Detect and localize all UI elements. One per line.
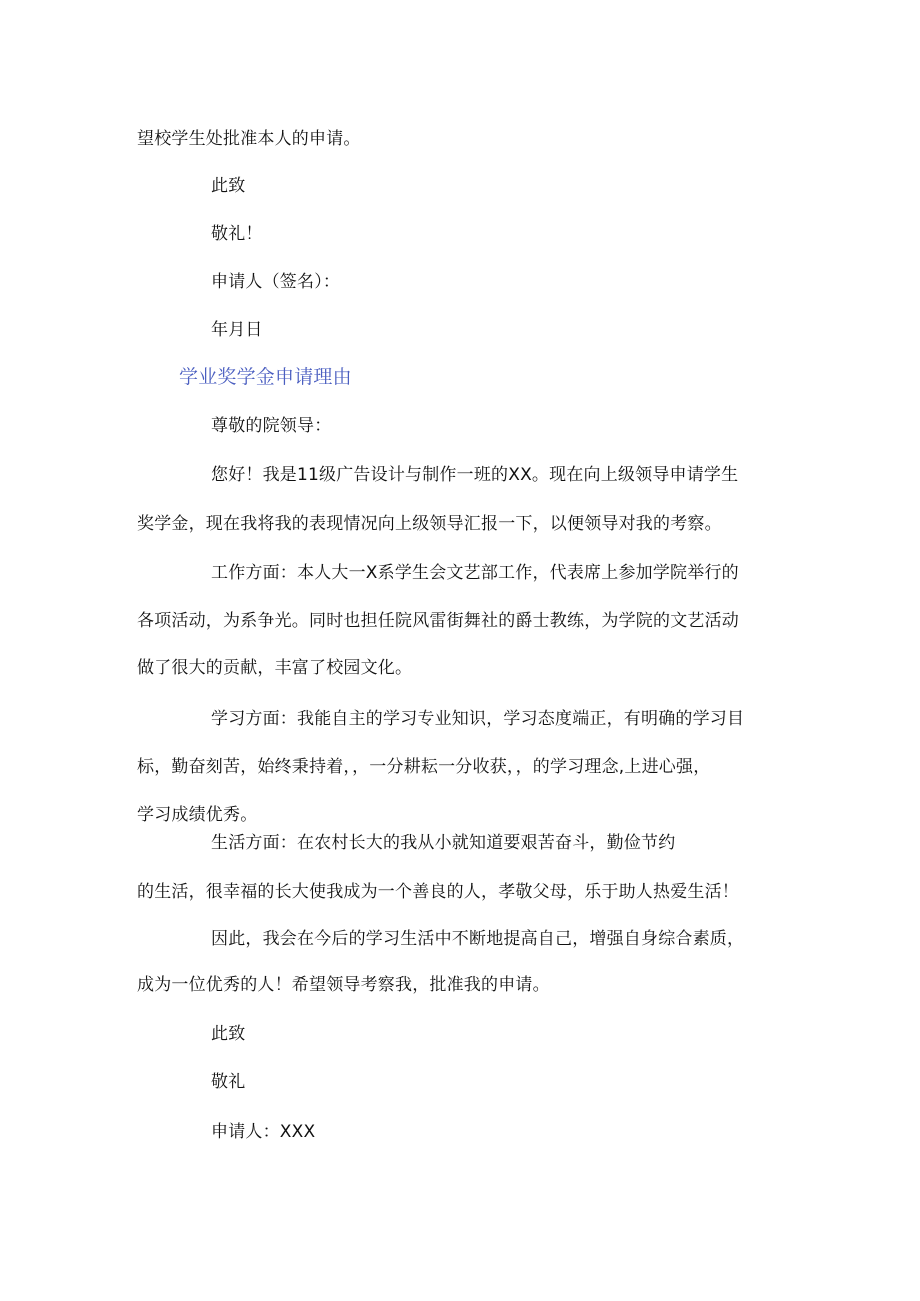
closing-ci-zhi: 此致 bbox=[211, 1024, 246, 1044]
intro-paragraph-line-2: 奖学金，现在我将我的表现情况向上级领导汇报一下，以便领导对我的考察。 bbox=[137, 514, 722, 534]
work-paragraph-line-2: 各项活动，为系争光。同时也担任院风雷街舞社的爵士教练，为学院的文艺活动 bbox=[137, 611, 739, 631]
salutation-jing-li: 敬礼！ bbox=[211, 224, 263, 244]
work-paragraph-line-3: 做了很大的贡献，丰富了校园文化。 bbox=[137, 658, 413, 678]
previous-request-closing-line: 望校学生处批准本人的申请。 bbox=[137, 129, 361, 149]
closing-jing-li: 敬礼 bbox=[211, 1072, 246, 1092]
salutation-ci-zhi: 此致 bbox=[211, 176, 246, 196]
work-paragraph-line-1: 工作方面：本人大一X系学生会文艺部工作，代表席上参加学院举行的 bbox=[211, 563, 739, 583]
conclusion-paragraph-line-2: 成为一位优秀的人！希望领导考察我，批准我的申请。 bbox=[137, 975, 550, 995]
applicant-signature: 申请人：XXX bbox=[211, 1122, 316, 1142]
conclusion-paragraph-line-1: 因此，我会在今后的学习生活中不断地提高自己，增强自身综合素质， bbox=[211, 929, 745, 949]
study-paragraph-line-3: 学习成绩优秀。 bbox=[137, 805, 258, 825]
date-line: 年月日 bbox=[211, 320, 263, 340]
signature-line: 申请人（签名）： bbox=[211, 272, 341, 292]
study-paragraph-line-2: 标，勤奋刻苦，始终秉持着，，一分耕耘一分收获，，的学习理念,上进心强， bbox=[137, 757, 711, 777]
greeting: 尊敬的院领导： bbox=[211, 416, 332, 436]
study-paragraph-line-1: 学习方面：我能自主的学习专业知识，学习态度端正，有明确的学习目 bbox=[211, 709, 745, 729]
section-title: 学业奖学金申请理由 bbox=[179, 366, 352, 388]
intro-paragraph-line-1: 您好！我是11级广告设计与制作一班的XX。现在向上级领导申请学生 bbox=[211, 465, 739, 485]
life-paragraph-line-1: 生活方面：在农村长大的我从小就知道要艰苦奋斗，勤俭节约 bbox=[211, 833, 676, 853]
life-paragraph-line-2: 的生活，很幸福的长大使我成为一个善良的人，孝敬父母，乐于助人热爱生活！ bbox=[137, 882, 739, 902]
